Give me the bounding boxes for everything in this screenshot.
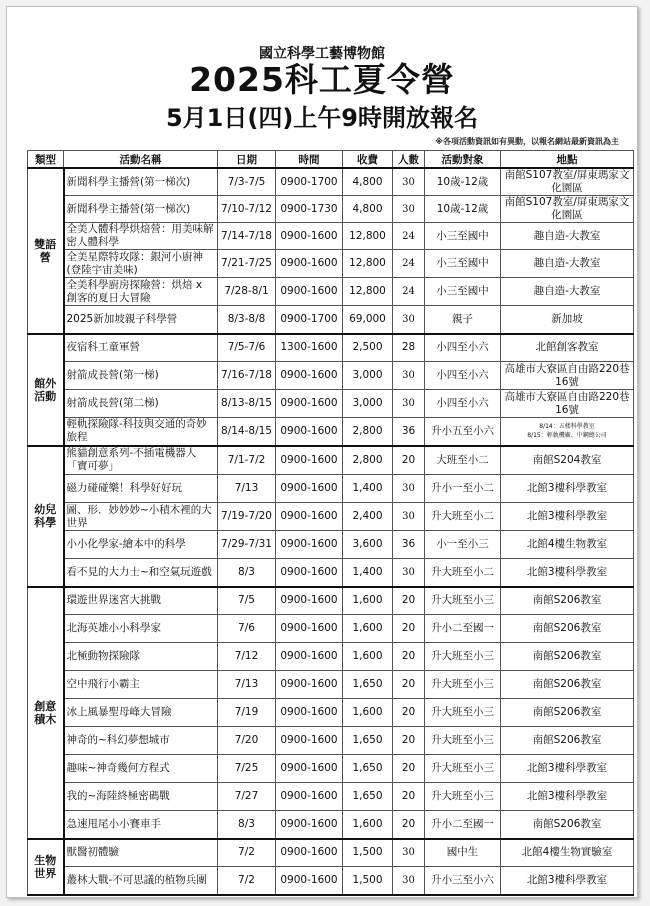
location-cell: 南館S204教室: [501, 446, 634, 475]
fee-cell: 3,600: [343, 531, 393, 559]
target-audience-cell: 升小二至國一: [425, 811, 501, 839]
location-cell: 新加坡: [501, 306, 634, 334]
capacity-cell: 30: [393, 867, 425, 895]
time-cell: 0900-1600: [276, 811, 343, 839]
registration-date: 5月1日(四)上午9時開放報名: [165, 104, 479, 132]
category-cell: 創意積木: [28, 587, 64, 839]
fee-cell: 1,500: [343, 867, 393, 895]
activity-name-cell: 空中飛行小霸主: [64, 671, 218, 699]
fee-cell: 3,000: [343, 362, 393, 390]
target-audience-cell: 升大班至小三: [425, 727, 501, 755]
activity-name-cell: 北海英雄小小科學家: [64, 615, 218, 643]
target-audience-cell: 國中生: [425, 839, 501, 867]
column-header: 活動對象: [425, 151, 501, 169]
location-line: 8/14：五楼科學教室: [539, 423, 595, 431]
capacity-cell: 30: [393, 196, 425, 223]
table-row: [28, 418, 634, 446]
fee-cell: 1,600: [343, 615, 393, 643]
table-body: [28, 168, 634, 895]
date-cell: 7/13: [218, 671, 276, 699]
target-audience-cell: 升大班至小三: [425, 587, 501, 615]
target-audience-cell: 升小二至國一: [425, 615, 501, 643]
organization-name: 國立科學工藝博物館: [259, 46, 385, 62]
time-cell: 0900-1600: [276, 755, 343, 783]
target-audience-cell: 小一至小三: [425, 531, 501, 559]
capacity-cell: 28: [393, 334, 425, 362]
table-row: [28, 867, 634, 895]
capacity-cell: 20: [393, 783, 425, 811]
date-cell: 7/6: [218, 615, 276, 643]
time-cell: 0900-1600: [276, 362, 343, 390]
column-header: 時間: [276, 151, 343, 169]
date-cell: 7/21-7/25: [218, 250, 276, 278]
fee-cell: 1,650: [343, 671, 393, 699]
capacity-cell: 20: [393, 587, 425, 615]
date-cell: 8/3: [218, 811, 276, 839]
table-header-row: [28, 151, 634, 169]
activity-name-cell: 射箭成長營(第一梯): [64, 362, 218, 390]
location-cell: 北館4樓生物教室: [501, 531, 634, 559]
table-row: [28, 278, 634, 306]
time-cell: 0900-1600: [276, 699, 343, 727]
activity-name-cell: 新聞科學主播營(第一梯次): [64, 168, 218, 196]
time-cell: 0900-1700: [276, 168, 343, 196]
time-cell: 0900-1600: [276, 643, 343, 671]
date-cell: 7/3-7/5: [218, 168, 276, 196]
date-cell: 7/20: [218, 727, 276, 755]
fee-cell: 2,800: [343, 446, 393, 475]
fee-cell: 2,400: [343, 503, 393, 531]
fee-cell: 12,800: [343, 250, 393, 278]
fee-cell: 3,000: [343, 390, 393, 418]
target-audience-cell: 小三至國中: [425, 250, 501, 278]
date-cell: 7/29-7/31: [218, 531, 276, 559]
time-cell: 0900-1600: [276, 615, 343, 643]
fee-cell: 1,600: [343, 811, 393, 839]
location-cell: 北館3樓科學教室: [501, 475, 634, 503]
date-cell: 7/2: [218, 839, 276, 867]
time-cell: 0900-1600: [276, 250, 343, 278]
document-page: [6, 6, 638, 898]
activity-name-cell: 北極動物探險隊: [64, 643, 218, 671]
date-cell: 7/19-7/20: [218, 503, 276, 531]
capacity-cell: 20: [393, 811, 425, 839]
time-cell: 1300-1600: [276, 334, 343, 362]
location-cell: 北館3樓科學教室: [501, 783, 634, 811]
table-row: [28, 196, 634, 223]
activity-name-cell: 新聞科學主播營(第一梯次): [64, 196, 218, 223]
location-cell: 南館S107教室/屏東瑪家文化園區: [501, 196, 634, 223]
table-row: [28, 446, 634, 475]
activity-name-cell: 我的~海陸終極密碼戰: [64, 783, 218, 811]
capacity-cell: 30: [393, 362, 425, 390]
target-audience-cell: 小四至小六: [425, 334, 501, 362]
activity-name-cell: 急速甩尾小小賽車手: [64, 811, 218, 839]
time-cell: 0900-1600: [276, 418, 343, 446]
date-cell: 7/1-7/2: [218, 446, 276, 475]
time-cell: 0900-1600: [276, 559, 343, 587]
time-cell: 0900-1600: [276, 278, 343, 306]
fee-cell: 2,500: [343, 334, 393, 362]
time-cell: 0900-1600: [276, 223, 343, 250]
date-cell: 7/28-8/1: [218, 278, 276, 306]
capacity-cell: 30: [393, 475, 425, 503]
date-cell: 7/19: [218, 699, 276, 727]
fee-cell: 4,800: [343, 196, 393, 223]
time-cell: 0900-1600: [276, 475, 343, 503]
table-row: [28, 362, 634, 390]
location-cell: 南館S107教室/屏東瑪家文化園區: [501, 168, 634, 196]
location-cell: 北館創客教室: [501, 334, 634, 362]
location-cell: [501, 418, 634, 446]
table-row: [28, 643, 634, 671]
capacity-cell: 30: [393, 390, 425, 418]
column-header: 類型: [28, 151, 64, 169]
date-cell: 7/10-7/12: [218, 196, 276, 223]
date-cell: 7/5: [218, 587, 276, 615]
target-audience-cell: 10歲-12歲: [425, 168, 501, 196]
column-header: 人數: [393, 151, 425, 169]
location-cell: 南館S206教室: [501, 671, 634, 699]
target-audience-cell: 升大班至小三: [425, 755, 501, 783]
location-cell: 趣自造-大教室: [501, 250, 634, 278]
capacity-cell: 20: [393, 615, 425, 643]
capacity-cell: 20: [393, 671, 425, 699]
activity-name-cell: 全美人體科學烘焙營：用美味解密人體科學: [64, 223, 218, 250]
table-row: [28, 223, 634, 250]
date-cell: 7/27: [218, 783, 276, 811]
target-audience-cell: 親子: [425, 306, 501, 334]
fee-cell: 12,800: [343, 223, 393, 250]
location-cell: 高雄市大寮區自由路220巷16號: [501, 362, 634, 390]
fee-cell: 1,400: [343, 559, 393, 587]
date-cell: 7/5-7/6: [218, 334, 276, 362]
location-cell: 南館S206教室: [501, 699, 634, 727]
table-row: [28, 615, 634, 643]
fee-cell: 1,500: [343, 839, 393, 867]
fee-cell: 1,400: [343, 475, 393, 503]
time-cell: 0900-1600: [276, 531, 343, 559]
column-header: 收費: [343, 151, 393, 169]
fee-cell: 2,800: [343, 418, 393, 446]
target-audience-cell: 升大班至小二: [425, 503, 501, 531]
notice-text: ※各項活動資訊如有異動，以報名網站最新資訊為主: [435, 137, 619, 146]
target-audience-cell: 10歲-12歲: [425, 196, 501, 223]
activity-name-cell: 射箭成長營(第二梯): [64, 390, 218, 418]
table-row: [28, 811, 634, 839]
location-cell: 南館S206教室: [501, 615, 634, 643]
target-audience-cell: 小四至小六: [425, 362, 501, 390]
activity-name-cell: 神奇的~科幻夢想城市: [64, 727, 218, 755]
table-row: [28, 559, 634, 587]
fee-cell: 1,600: [343, 643, 393, 671]
column-header: 地點: [501, 151, 634, 169]
target-audience-cell: 大班至小二: [425, 446, 501, 475]
category-cell: 幼兒科學: [28, 446, 64, 587]
fee-cell: 1,650: [343, 727, 393, 755]
location-cell: 南館S206教室: [501, 587, 634, 615]
time-cell: 0900-1600: [276, 446, 343, 475]
capacity-cell: 20: [393, 727, 425, 755]
table-row: [28, 306, 634, 334]
table-row: [28, 475, 634, 503]
location-line: 8/15：輕軌機廠、中鋼總公司: [527, 432, 607, 440]
table-row: [28, 727, 634, 755]
activity-name-cell: 輕軌探險隊-科技與交通的奇妙旅程: [64, 418, 218, 446]
activity-name-cell: 冰上風暴聖母峰大冒險: [64, 699, 218, 727]
location-cell: 南館S206教室: [501, 811, 634, 839]
capacity-cell: 36: [393, 531, 425, 559]
location-cell: 南館S206教室: [501, 727, 634, 755]
activity-name-cell: 全美星際特攻隊：銀河小廚神(登陸宇宙美味): [64, 250, 218, 278]
column-header: 活動名稱: [64, 151, 218, 169]
target-audience-cell: 小三至國中: [425, 278, 501, 306]
time-cell: 0900-1600: [276, 587, 343, 615]
activity-name-cell: 看不見的大力士~和空氣玩遊戲: [64, 559, 218, 587]
activity-name-cell: 熊貓創意系列-不插電機器人「寶可夢」: [64, 446, 218, 475]
time-cell: 0900-1600: [276, 671, 343, 699]
page-title: 2025科工夏令營: [189, 60, 455, 99]
activity-name-cell: 夜宿科工童軍營: [64, 334, 218, 362]
table-row: [28, 755, 634, 783]
location-cell: 趣自造-大教室: [501, 223, 634, 250]
target-audience-cell: 升大班至小三: [425, 671, 501, 699]
time-cell: 0900-1600: [276, 390, 343, 418]
target-audience-cell: 升大班至小二: [425, 559, 501, 587]
date-cell: 8/3: [218, 559, 276, 587]
target-audience-cell: 升小一至小二: [425, 475, 501, 503]
activity-name-cell: 小小化學家-繪本中的科學: [64, 531, 218, 559]
target-audience-cell: 升大班至小三: [425, 699, 501, 727]
column-header: 日期: [218, 151, 276, 169]
location-cell: 南館S206教室: [501, 643, 634, 671]
fee-cell: 1,600: [343, 699, 393, 727]
capacity-cell: 20: [393, 446, 425, 475]
date-cell: 8/13-8/15: [218, 390, 276, 418]
date-cell: 7/12: [218, 643, 276, 671]
location-cell: 趣自造-大教室: [501, 278, 634, 306]
table-row: [28, 531, 634, 559]
table-row: [28, 839, 634, 867]
capacity-cell: 30: [393, 559, 425, 587]
date-cell: 7/14-7/18: [218, 223, 276, 250]
location-cell: 北館3樓科學教室: [501, 559, 634, 587]
date-cell: 7/2: [218, 867, 276, 895]
capacity-cell: 20: [393, 643, 425, 671]
time-cell: 0900-1600: [276, 503, 343, 531]
table-row: [28, 503, 634, 531]
table-row: [28, 390, 634, 418]
fee-cell: 1,650: [343, 783, 393, 811]
capacity-cell: 24: [393, 250, 425, 278]
time-cell: 0900-1730: [276, 196, 343, 223]
table-row: [28, 250, 634, 278]
category-cell: 館外活動: [28, 334, 64, 446]
activity-name-cell: 趣味~神奇幾何方程式: [64, 755, 218, 783]
time-cell: 0900-1600: [276, 783, 343, 811]
activity-name-cell: 圖、形．妙妙妙~小積木裡的大世界: [64, 503, 218, 531]
fee-cell: 4,800: [343, 168, 393, 196]
target-audience-cell: 升小三至小六: [425, 867, 501, 895]
capacity-cell: 36: [393, 418, 425, 446]
location-cell: 北館4樓生物實驗室: [501, 839, 634, 867]
capacity-cell: 20: [393, 755, 425, 783]
date-cell: 7/16-7/18: [218, 362, 276, 390]
table-row: [28, 587, 634, 615]
time-cell: 0900-1600: [276, 867, 343, 895]
date-cell: 8/14-8/15: [218, 418, 276, 446]
table-row: [28, 334, 634, 362]
table-row: [28, 168, 634, 196]
activity-name-cell: 2025新加坡親子科學營: [64, 306, 218, 334]
capacity-cell: 30: [393, 168, 425, 196]
fee-cell: 1,600: [343, 587, 393, 615]
category-cell: 雙語營: [28, 168, 64, 334]
target-audience-cell: 小三至國中: [425, 223, 501, 250]
capacity-cell: 30: [393, 306, 425, 334]
activity-name-cell: 環遊世界迷宮大挑戰: [64, 587, 218, 615]
camp-schedule-table: [27, 150, 634, 896]
target-audience-cell: 升大班至小三: [425, 643, 501, 671]
date-cell: 7/25: [218, 755, 276, 783]
location-cell: 北館3樓科學教室: [501, 755, 634, 783]
time-cell: 0900-1600: [276, 839, 343, 867]
category-cell: 生物世界: [28, 839, 64, 895]
location-cell: 北館3樓科學教室: [501, 503, 634, 531]
activity-name-cell: 全美科學廚房探險營：烘焙 x 創客的夏日大冒險: [64, 278, 218, 306]
capacity-cell: 30: [393, 839, 425, 867]
fee-cell: 69,000: [343, 306, 393, 334]
date-cell: 8/3-8/8: [218, 306, 276, 334]
target-audience-cell: 升大班至小三: [425, 783, 501, 811]
capacity-cell: 20: [393, 699, 425, 727]
activity-name-cell: 獸醫初體驗: [64, 839, 218, 867]
capacity-cell: 24: [393, 278, 425, 306]
activity-name-cell: 叢林大戰-不可思議的植物兵團: [64, 867, 218, 895]
target-audience-cell: 小四至小六: [425, 390, 501, 418]
table-row: [28, 671, 634, 699]
table-row: [28, 783, 634, 811]
capacity-cell: 30: [393, 503, 425, 531]
location-cell: 北館3樓科學教室: [501, 867, 634, 895]
capacity-cell: 24: [393, 223, 425, 250]
fee-cell: 12,800: [343, 278, 393, 306]
table-row: [28, 699, 634, 727]
date-cell: 7/13: [218, 475, 276, 503]
fee-cell: 1,650: [343, 755, 393, 783]
target-audience-cell: 升小五至小六: [425, 418, 501, 446]
time-cell: 0900-1700: [276, 306, 343, 334]
activity-name-cell: 磁力碰碰樂！科學好好玩: [64, 475, 218, 503]
location-cell: 高雄市大寮區自由路220巷16號: [501, 390, 634, 418]
time-cell: 0900-1600: [276, 727, 343, 755]
